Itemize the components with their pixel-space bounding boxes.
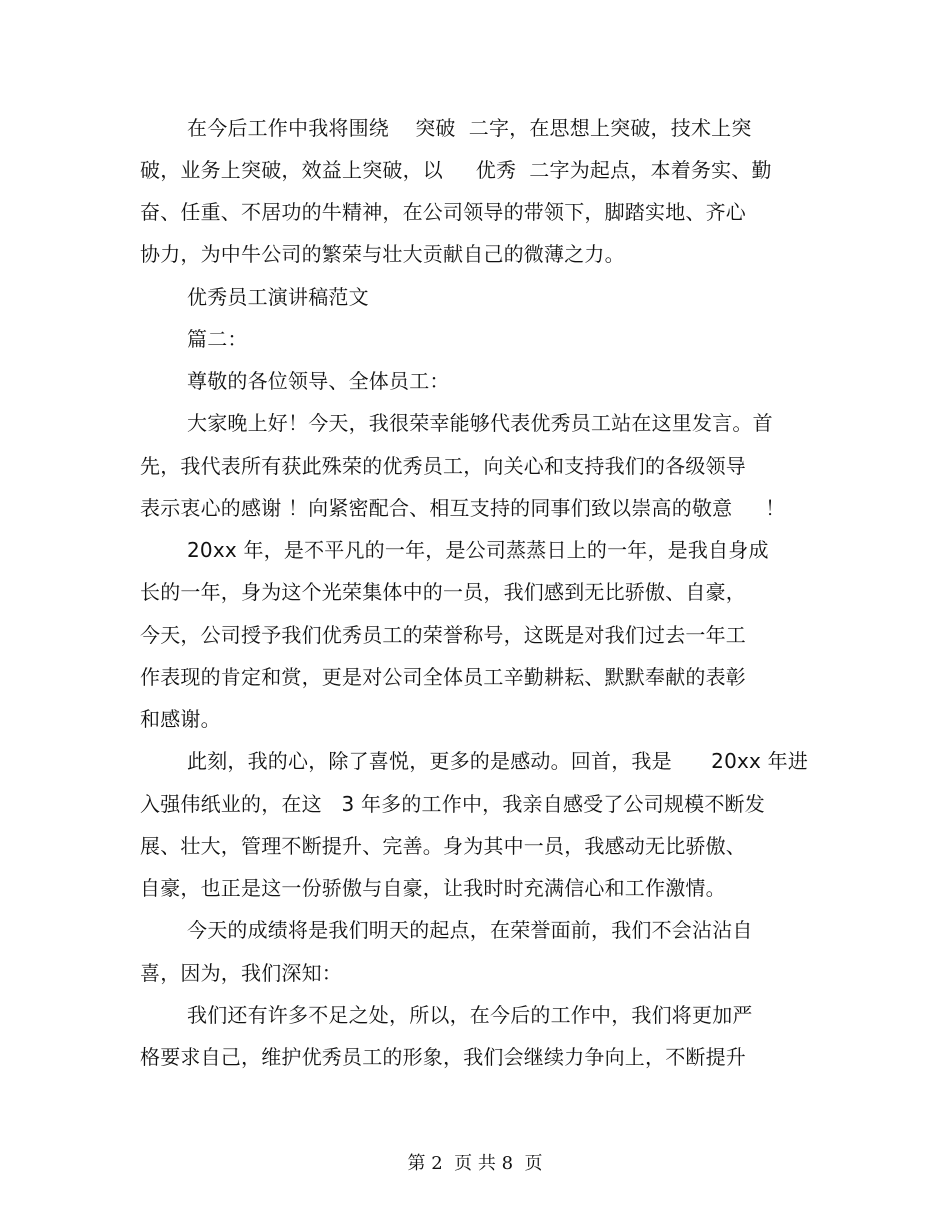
text-line: 表示衷心的感谢 ！向紧密配合、相互支持的同事们致以崇高的敬意 ！ [140, 496, 786, 520]
text-line: 展、壮大，管理不断提升、完善。身为其中一员，我感动无比骄傲、 [140, 834, 746, 858]
text-line: 我们还有许多不足之处，所以，在今后的工作中，我们将更加严 [187, 1003, 753, 1027]
text-line: 破，业务上突破，效益上突破，以 优秀 二字为起点，本着务实、勤 [140, 158, 772, 182]
text-line: 在今后工作中我将围绕 突破 二字，在思想上突破，技术上突 [187, 116, 752, 140]
text-line: 入强伟纸业的，在这 3 年多的工作中，我亲自感受了公司规模不断发 [140, 792, 765, 816]
section-heading: 优秀员工演讲稿范文 [187, 285, 369, 309]
text-line: 先，我代表所有获此殊荣的优秀员工，向关心和支持我们的各级领导 [140, 454, 746, 478]
text-line: 奋、任重、不居功的牛精神，在公司领导的带领下，脚踏实地、齐心 [140, 200, 746, 224]
text-line: 20xx 年，是不平凡的一年，是公司蒸蒸日上的一年，是我自身成 [187, 538, 769, 562]
text-line: 此刻，我的心，除了喜悦，更多的是感动。回首，我是 20xx 年进 [187, 749, 809, 773]
text-line: 长的一年，身为这个光荣集体中的一员，我们感到无比骄傲、自豪， [140, 580, 746, 604]
page-number-footer: 第 2 页 共 8 页 [407, 1153, 543, 1174]
text-line: 协力，为中牛公司的繁荣与壮大贡献自己的微薄之力。 [140, 242, 625, 266]
text-line: 喜，因为，我们深知： [140, 961, 342, 985]
text-line: 今天，公司授予我们优秀员工的荣誉称号，这既是对我们过去一年工 [140, 623, 746, 647]
text-line: 大家晚上好！今天，我很荣幸能够代表优秀员工站在这里发言。首 [187, 411, 773, 435]
text-line: 作表现的肯定和赏，更是对公司全体员工辛勤耕耘、默默奉献的表彰 [140, 665, 746, 689]
text-line: 今天的成绩将是我们明天的起点，在荣誉面前，我们不会沾沾自 [187, 918, 753, 942]
salutation: 尊敬的各位领导、全体员工： [187, 369, 450, 393]
text-line: 自豪，也正是这一份骄傲与自豪，让我时时充满信心和工作激情。 [140, 876, 726, 900]
text-line: 和感谢。 [140, 707, 221, 731]
text-line: 格要求自己，维护优秀员工的形象，我们会继续力争向上，不断提升 [140, 1045, 746, 1069]
section-label: 篇二： [187, 327, 248, 351]
